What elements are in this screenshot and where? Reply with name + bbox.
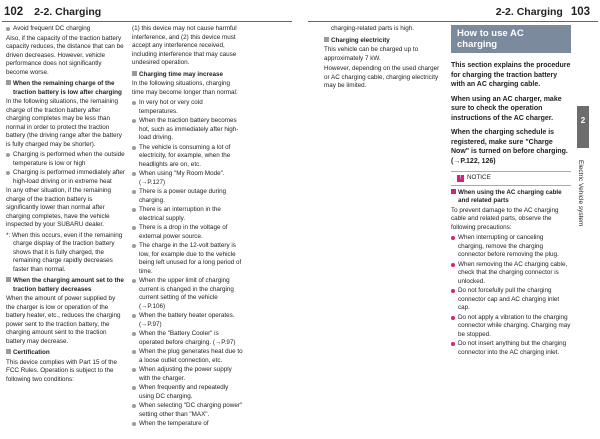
subheading: Charging time may increase [132, 71, 243, 80]
right-page-column-1 [324, 25, 444, 93]
left-page-column-2 [132, 25, 243, 430]
right-page-header [310, 6, 590, 22]
paragraph: This vehicle can be charged up to approximately 7 kW. [324, 46, 419, 62]
footnote: *: When this occurs, even if the remaining charge display of the traction battery shows that it is fully charged, the remaining charge rapidly decreases faster than normal. [6, 231, 123, 273]
square-marker-icon [6, 80, 11, 85]
bullet-item: There is a drop in the voltage of external power source. [132, 224, 243, 241]
bullet-item: In very hot or very cold temperatures. [132, 99, 243, 116]
section-title-box: How to use AC charging [451, 25, 571, 53]
subheading: Charging electricity [324, 37, 444, 46]
notice-bullet-item: Do not insert anything but the charging connector into the AC charging inlet. [451, 340, 571, 357]
notice-bullet-item: Do not forcefully pull the charging connector cap and AC charging inlet cap. [451, 287, 571, 313]
paragraph: charging-related parts is high. [331, 25, 414, 32]
paragraph: In the following situations, charging time may become longer than normal: [132, 80, 238, 96]
paragraph: Also, if the capacity of the traction battery capacity reduces, the distance that can be driven decreases. However, vehicle performance does not significantly become worse. [6, 34, 124, 76]
bullet-item: The charge in the 12-volt battery is low, for example due to the vehicle being left unused for a long period of time. [132, 242, 243, 276]
notice-subheading: When using the AC charging cable and related parts [451, 189, 571, 206]
bullet-item: When selecting "DC charging power" setting other than "MAX". [132, 402, 243, 419]
bullet-item: Charging is performed immediately after high-load driving or in extreme heat [6, 169, 125, 186]
square-marker-icon [324, 37, 329, 42]
bullet-item: There is a power outage during charging. [132, 188, 243, 205]
paragraph: (1) this device may not cause harmful interference, and (2) this device must accept any interference received, including interference that may cause undesired operation. [132, 25, 237, 66]
left-header-rule [2, 21, 292, 22]
left-page-column-1 [6, 25, 125, 386]
notice-header: ! NOTICE [451, 171, 571, 186]
right-section-title: 2-2. Charging [495, 6, 563, 18]
bullet-item: Avoid frequent DC charging [6, 25, 125, 34]
bullet-item: When the "Battery Cooler" is operated before charging. (→P.97) [132, 330, 243, 347]
notice-bullet-item: When interrupting or canceling charging, remove the charging connector before removing the plug. [451, 234, 571, 260]
notice-bullet-item: Do not apply a vibration to the charging connector while charging. Charging may be stopped. [451, 314, 571, 340]
chapter-label: Electric Vehicle system [577, 160, 584, 227]
paragraph: In the following situations, the remaining charge of the traction battery after charging completes may be less than normal in order to protect the traction battery (the driving range after the battery is fully charged may be shorter). [6, 98, 122, 148]
intro-paragraph: When using an AC charger, make sure to check the operation instructions of the AC charger. [451, 95, 562, 122]
bullet-item: When the battery heater operates. (→P.97) [132, 312, 243, 329]
square-marker-icon [6, 277, 11, 282]
bullet-item: When the plug generates heat due to a loose outlet connection, etc. [132, 348, 243, 365]
subheading: Certification [6, 349, 125, 358]
bullet-item: The vehicle is consuming a lot of electricity, for example, when the headlights are on, etc. [132, 144, 243, 170]
paragraph: To prevent damage to the AC charging cable and related parts, observe the following precautions: [451, 206, 559, 231]
bullet-item: There is an interruption in the electrical supply. [132, 206, 243, 223]
square-marker-icon [6, 349, 11, 354]
bullet-item: When using "My Room Mode". (→P.127) [132, 170, 243, 187]
chapter-tab [577, 106, 589, 148]
pink-square-marker-icon [451, 189, 456, 194]
bullet-item: When the temperature of [132, 420, 243, 429]
left-page-number: 102 [4, 6, 24, 18]
chapter-number: 2 [580, 116, 586, 125]
notice-warning-icon: ! [457, 175, 464, 182]
square-marker-icon [132, 71, 137, 76]
bullet-item: When frequently and repeatedly using DC charging. [132, 384, 243, 401]
left-page-header [4, 6, 284, 22]
right-header-rule [308, 21, 598, 22]
paragraph: When the amount of power supplied by the charger is low or operation of the battery heater, etc., reduces the charging power sent to the traction battery, the charging amount sent to the traction battery may decrease. [6, 295, 121, 345]
right-page-number: 103 [570, 6, 590, 18]
bullet-item: When the traction battery becomes hot, such as immediately after high-load driving. [132, 117, 243, 143]
right-page-column-2 [451, 25, 571, 358]
subheading: When the remaining charge of the traction battery is low after charging [6, 80, 125, 97]
notice-bullet-item: When removing the AC charging cable, check that the charging connector is unlocked. [451, 261, 571, 287]
paragraph: However, depending on the used charger or AC charging cable, charging electricity may be limited. [324, 65, 440, 89]
intro-paragraph: When the charging schedule is registered, make sure "Charge Now" is turned on before charging. (→P.122, 126) [451, 129, 568, 165]
bullet-item: Charging is performed when the outside temperature is low or high [6, 151, 125, 168]
paragraph: This device complies with Part 15 of the FCC Rules. Operation is subject to the following two conditions: [6, 358, 117, 383]
subheading: When the charging amount set to the traction battery decreases [6, 277, 125, 294]
left-section-title: 2-2. Charging [34, 6, 102, 18]
paragraph: In any other situation, if the remaining charge of the traction battery is significantly lower than normal after charging completes, have the vehicle inspected by your SUBARU dealer. [6, 187, 112, 228]
intro-paragraph: This section explains the procedure for charging the traction battery with an AC charging cable. [451, 62, 571, 88]
bullet-item: When adjusting the power supply with the charger. [132, 366, 243, 383]
bullet-item: When the upper limit of charging current is changed in the charging current setting of the vehicle (→P.106) [132, 277, 243, 311]
